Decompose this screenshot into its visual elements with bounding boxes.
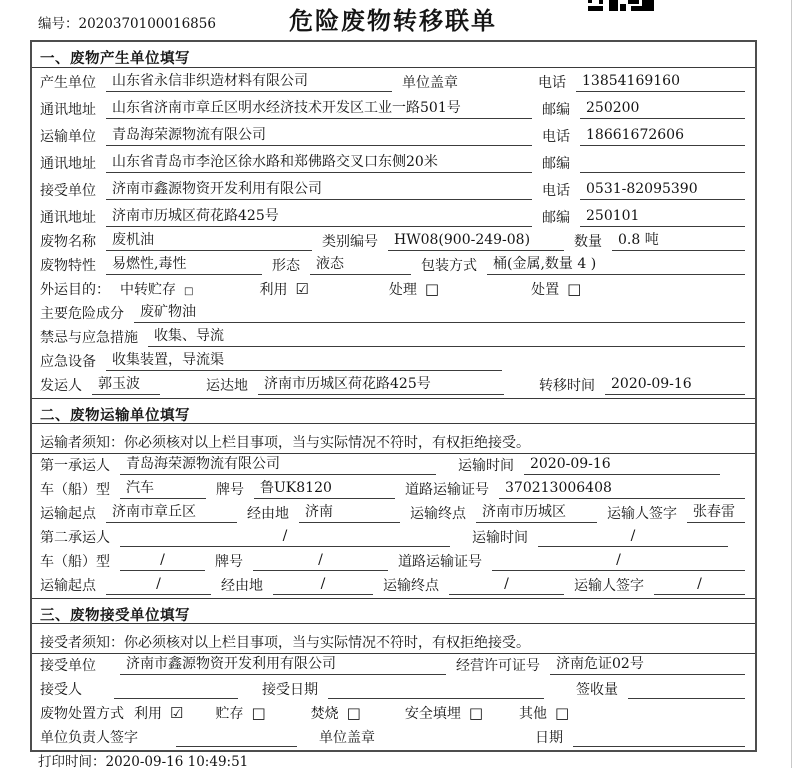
second-terminus-value: / [449,575,564,595]
disposal-other-item [519,703,569,723]
first-via-value: 济南 [299,503,400,523]
spacer [361,722,405,723]
emergency-measures-label: 禁忌与应急措施 [40,330,138,346]
emergency-measures-value: 收集、导流 [148,327,745,347]
second-road-permit-value: / [492,551,745,571]
form-row [32,526,755,550]
main-hazard-value: 废矿物油 [134,303,745,323]
unit-seal-label: 单位盖章 [402,75,458,91]
spacer [170,394,206,395]
consignor-label: 发运人 [40,378,82,394]
disposal-other-label: 其他 [519,706,548,722]
section-notice [32,424,755,454]
accept-date-value [328,679,544,699]
receiver-postcode-value: 250101 [580,207,745,227]
accept-seal-date-label: 日期 [535,730,563,746]
emergency-equipment-value: 收集装置，导流渠 [106,351,502,371]
spacer [92,698,114,699]
manifest-form [30,40,757,752]
disposal-storage-checkbox-unchecked-icon: □ [251,704,266,722]
form-row [32,574,755,598]
transport-postcode-label: 邮编 [542,156,570,172]
producer-phone-label: 电话 [538,75,566,91]
form-row [32,302,755,326]
consignor-value: 郭玉波 [92,375,160,395]
main-hazard-label: 主要危险成分 [40,306,124,322]
first-carrier-label: 第一承运人 [40,458,110,474]
form-row [32,203,755,230]
disposal-landfill-label: 安全填埋 [404,706,461,722]
form-row [32,278,755,302]
second-transport-date-label: 运输时间 [472,530,528,546]
print-time-line [38,750,248,770]
receiver-address-value: 济南市历城区荷花路425号 [106,207,532,227]
section-title: 二、废物运输单位填写 [40,407,190,424]
receiver-phone-label: 电话 [542,183,570,199]
producer-postcode-value: 250200 [580,99,745,119]
first-transport-date-value: 2020-09-16 [524,455,720,475]
second-plate-number-label: 牌号 [215,554,243,570]
spacer [183,722,215,723]
disposal-utilize-checkbox-checked-icon: ☑ [170,704,184,722]
first-road-permit-label: 道路运输证号 [405,482,489,498]
purpose-transit-storage-label: 中转贮存 [120,282,176,298]
page-edge-line [791,0,792,768]
emergency-equipment-label: 应急设备 [40,354,96,370]
notice-text: 运输者须知：你必须核对以上栏目事项，当与实际情况不符时，有权拒绝接受。 [40,435,530,451]
signed-quantity-label: 签收量 [576,682,618,698]
producer-unit-label: 产生单位 [40,75,96,91]
print-time-value: 2020-09-16 10:49:51 [105,754,249,770]
spacer [483,722,519,723]
waste-property-value: 易燃性,毒性 [106,255,262,275]
second-carrier-label: 第二承运人 [40,530,110,546]
disposal-storage-label: 贮存 [215,706,244,722]
spacer [309,298,389,299]
disposal-other-checkbox-unchecked-icon: □ [555,704,570,722]
purpose-treat-checkbox-unchecked-icon: □ [424,280,440,298]
accept-unit-value: 济南市鑫源物资开发利用有限公司 [120,655,446,675]
first-via-label: 经由地 [247,506,289,522]
business-license-value: 济南危证02号 [550,655,745,675]
print-time-label: 打印时间： [38,754,106,770]
category-code-label: 类别编号 [322,234,378,250]
section-2-header [32,398,755,424]
transfer-date-label: 转移时间 [539,378,595,394]
quantity-value: 0.8 吨 [612,231,745,251]
section-1-header [32,42,755,68]
form-row [32,122,755,149]
transfer-purpose-label: 外运目的： [40,282,110,298]
qr-code-icon [588,0,654,11]
spacer [148,746,176,747]
destination-value: 济南市历城区荷花路425号 [258,375,504,395]
spacer [385,746,535,747]
notice-text: 接受者须知：你必须核对以上栏目事项，当与实际情况不符时，有权拒绝接受。 [40,635,530,651]
spacer [446,474,458,475]
purpose-transit-storage-checkbox-unchecked-icon: □ [184,286,194,297]
purpose-utilize-item [259,279,308,299]
first-carrier-signature-label: 运输人签字 [607,506,677,522]
second-origin-value: / [106,575,211,595]
form-row [32,254,755,278]
accept-unit-label: 接受单位 [40,658,96,674]
form-row [32,502,755,526]
form-row [32,149,755,176]
first-terminus-label: 运输终点 [410,506,466,522]
transport-address-label: 通讯地址 [40,156,96,172]
disposal-landfill-item [405,703,483,723]
unit-head-signature-value [176,727,297,747]
quantity-label: 数量 [574,234,602,250]
accept-unit-seal-label: 单位盖章 [319,730,375,746]
form-row [32,95,755,122]
first-transport-date-label: 运输时间 [458,458,514,474]
business-license-label: 经营许可证号 [456,658,540,674]
disposal-method-label: 废物处置方式 [40,706,124,722]
disposal-incinerate-label: 焚烧 [310,706,339,722]
second-terminus-label: 运输终点 [383,578,439,594]
second-carrier-value: / [120,527,450,547]
waste-form-label: 形态 [272,258,300,274]
category-code-value: HW08(900-249-08) [388,231,564,251]
disposal-utilize-label: 利用 [134,706,162,722]
first-plate-number-label: 牌号 [216,482,244,498]
first-terminus-value: 济南市历城区 [476,503,597,523]
section-title: 三、废物接受单位填写 [40,607,190,624]
spacer [193,298,259,299]
page-title: 危险废物转移联单 [289,6,497,35]
receiver-postcode-label: 邮编 [542,210,570,226]
second-road-permit-label: 道路运输证号 [398,554,482,570]
packaging-label: 包装方式 [421,258,477,274]
first-origin-label: 运输起点 [40,506,96,522]
second-vehicle-type-value: / [120,551,205,571]
transfer-date-value: 2020-09-16 [605,375,745,395]
serial-number-label: 编号： [38,16,79,32]
transport-unit-value: 青岛海荣源物流有限公司 [106,126,532,146]
second-carrier-signature-value: / [654,575,745,595]
accept-person-value [114,679,238,699]
first-origin-value: 济南市章丘区 [106,503,237,523]
purpose-dispose-item [531,279,581,299]
producer-address-value: 山东省济南市章丘区明水经济技术开发区工业一路501号 [106,99,532,119]
receiver-phone-value: 0531-82095390 [580,180,745,200]
transport-address-value: 山东省青岛市李沧区徐水路和郑佛路交叉口东侧20米 [106,153,532,173]
signed-quantity-value [628,679,745,699]
form-row [32,726,755,750]
first-carrier-value: 青岛海荣源物流有限公司 [120,455,436,475]
second-vehicle-type-label: 车（船）型 [40,554,110,570]
form-row [32,550,755,574]
receiver-unit-label: 接受单位 [40,183,96,199]
section-3-header [32,598,755,624]
transport-phone-value: 18661672606 [580,126,745,146]
producer-address-label: 通讯地址 [40,102,96,118]
accept-seal-date-value [573,727,745,747]
form-row [32,68,755,95]
purpose-utilize-checkbox-checked-icon: ☑ [295,280,309,298]
waste-name-value: 废机油 [106,231,312,251]
disposal-landfill-checkbox-unchecked-icon: □ [468,704,484,722]
unit-head-signature-label: 单位负责人签字 [40,730,138,746]
producer-phone-value: 13854169160 [576,72,745,92]
spacer [439,298,531,299]
purpose-treat-label: 处理 [388,282,417,298]
receiver-address-label: 通讯地址 [40,210,96,226]
spacer [554,698,576,699]
waste-property-label: 废物特性 [40,258,96,274]
form-row [32,654,755,678]
purpose-treat-item [389,279,439,299]
purpose-utilize-label: 利用 [259,282,288,298]
form-row [32,478,755,502]
purpose-transit-storage-item [120,279,193,299]
purpose-dispose-label: 处置 [531,282,560,298]
form-row [32,350,755,374]
spacer [514,394,539,395]
accept-person-label: 接受人 [40,682,82,698]
disposal-storage-item [215,703,265,723]
form-row [32,374,755,398]
first-vehicle-type-value: 汽车 [120,479,206,499]
producer-unit-value: 山东省永信非织造材料有限公司 [106,72,392,92]
disposal-incinerate-checkbox-unchecked-icon: □ [346,704,361,722]
form-row [32,326,755,350]
section-title: 一、废物产生单位填写 [40,50,190,67]
first-road-permit-value: 370213006408 [499,479,745,499]
form-row [32,702,755,726]
second-carrier-signature-label: 运输人签字 [574,578,644,594]
section-notice [32,624,755,654]
form-row [32,230,755,254]
first-carrier-signature-value: 张春雷 [687,503,745,523]
second-origin-label: 运输起点 [40,578,96,594]
accept-date-label: 接受日期 [262,682,318,698]
transport-postcode-value [580,153,745,173]
disposal-utilize-item [134,703,183,723]
destination-label: 运达地 [206,378,248,394]
spacer [266,722,311,723]
purpose-dispose-checkbox-unchecked-icon: □ [567,280,582,298]
serial-number-value: 2020370100016856 [78,16,216,32]
spacer [248,698,262,699]
form-row [32,678,755,702]
form-row [32,176,755,203]
transport-unit-label: 运输单位 [40,129,96,145]
producer-postcode-label: 邮编 [542,102,570,118]
transport-phone-label: 电话 [542,129,570,145]
disposal-incinerate-item [311,703,361,723]
form-row [32,454,755,478]
receiver-unit-value: 济南市鑫源物资开发利用有限公司 [106,180,532,200]
spacer [460,546,472,547]
second-transport-date-value: / [538,527,728,547]
page-header [0,0,796,40]
first-vehicle-type-label: 车（船）型 [40,482,110,498]
first-plate-number-value: 鲁UK8120 [254,479,395,499]
waste-name-label: 废物名称 [40,234,96,250]
second-plate-number-value: / [253,551,388,571]
spacer [106,674,120,675]
spacer [468,91,538,92]
waste-form-value: 液态 [310,255,411,275]
second-via-value: / [273,575,373,595]
spacer [307,746,319,747]
packaging-value: 桶(金属,数量 4 ) [487,255,745,275]
second-via-label: 经由地 [221,578,263,594]
